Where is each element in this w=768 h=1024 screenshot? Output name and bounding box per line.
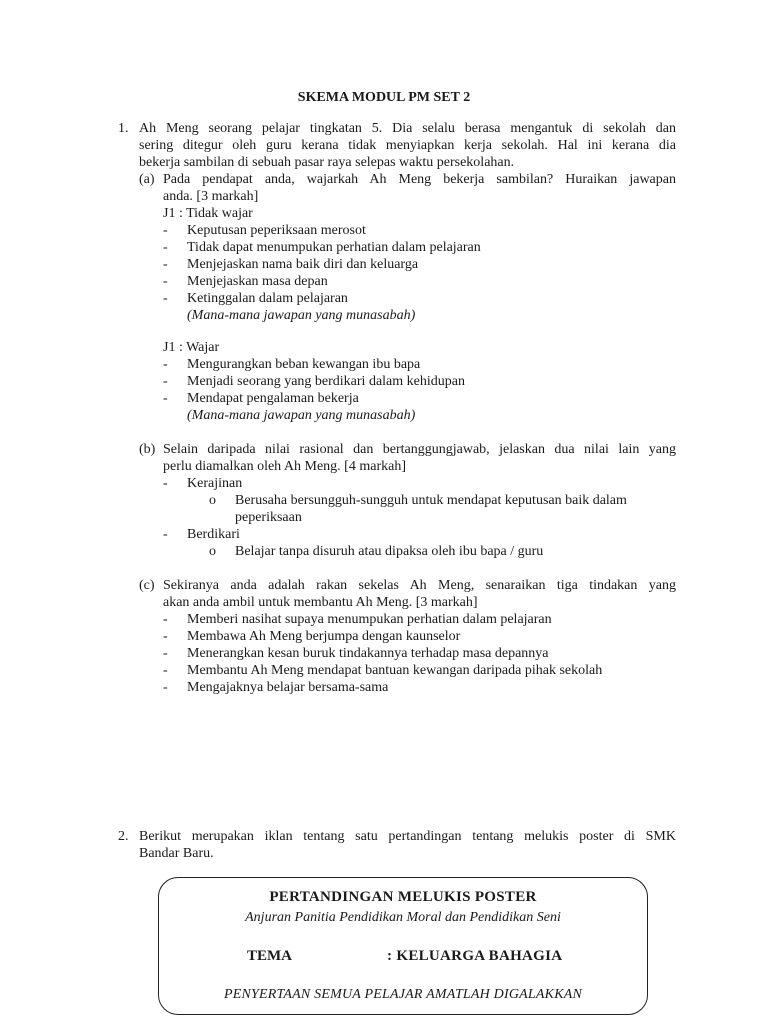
dash-bullet: - [163,223,168,238]
part-b [139,441,676,560]
sub-list-item [209,543,676,560]
answer-note: (Mana-mana jawapan yang munasabah) [187,408,416,423]
answer-tidak-wajar-heading: J1 : Tidak wajar [163,206,253,221]
dash-bullet: - [163,527,168,542]
list-item-text: Mendapat pengalaman bekerja [187,391,359,406]
list-item-text: Berdikari [187,527,240,542]
list-item [163,662,676,679]
page-title: SKEMA MODUL PM SET 2 [297,90,471,105]
question-1-number: 1. [118,121,129,136]
circle-bullet: o [209,493,216,508]
part-a-line: anda. [3 markah] [163,189,259,204]
part-b-question [163,441,676,475]
list-item [163,628,676,645]
poster-theme-value: : KELUARGA BAHAGIA [387,948,563,964]
list-item [163,390,676,407]
part-a-question [163,171,676,205]
list-item [163,222,676,239]
dash-bullet: - [163,612,168,627]
part-c-line: Sekiranya anda adalah rakan sekelas Ah Meng, senaraikan tiga tindakan yang [163,578,676,593]
dash-bullet: - [163,663,168,678]
poster-advert-box [158,877,648,1015]
part-b-label: (b) [139,442,156,457]
dash-bullet: - [163,629,168,644]
part-a [139,171,676,424]
list-item-text: Membantu Ah Meng mendapat bantuan kewangan daripada pihak sekolah [187,663,603,678]
list-item-text: Keputusan peperiksaan merosot [187,223,366,238]
dash-bullet: - [163,274,168,289]
list-item-text: Tidak dapat menumpukan perhatian dalam pelajaran [187,240,481,255]
list-item-text: Mengajaknya belajar bersama-sama [187,680,389,695]
dash-bullet: - [163,240,168,255]
question-2-line: Bandar Baru. [139,846,214,861]
list-item-text: Menerangkan kesan buruk tindakannya terhadap masa depannya [187,646,549,661]
dash-bullet: - [163,291,168,306]
part-b-line: Selain daripada nilai rasional dan bertanggungjawab, jelaskan dua nilai lain yang [163,442,676,457]
poster-subtitle: Anjuran Panitia Pendidikan Moral dan Pendidikan Seni [245,910,561,925]
list-item-text: Menjejaskan masa depan [187,274,328,289]
poster-title: PERTANDINGAN MELUKIS POSTER [269,889,537,905]
list-item-text: Memberi nasihat supaya menumpukan perhatian dalam pelajaran [187,612,552,627]
dash-bullet: - [163,257,168,272]
circle-bullet: o [209,544,216,559]
list-item [163,475,676,492]
question-1-line: Ah Meng seorang pelajar tingkatan 5. Dia selalu berasa mengantuk di sekolah dan [139,121,676,136]
list-item-text: Kerajinan [187,476,243,491]
list-item [163,356,676,373]
dash-bullet: - [163,374,168,389]
sub-list-item-text: peperiksaan [235,510,302,525]
list-item [163,526,676,543]
list-item-text: Membawa Ah Meng berjumpa dengan kaunselor [187,629,461,644]
question-2 [118,828,676,862]
list-item [163,645,676,662]
sub-list-item [209,492,676,526]
question-2-number: 2. [118,829,129,844]
question-1-line: bekerja sambilan di sebuah pasar raya selepas waktu persekolahan. [139,155,515,170]
list-item-text: Mengurangkan beban kewangan ibu bapa [187,357,421,372]
question-1 [118,120,676,696]
dash-bullet: - [163,680,168,695]
part-a-line: Pada pendapat anda, wajarkah Ah Meng bekerja sambilan? Huraikan jawapan [163,172,676,187]
poster-theme-label: TEMA [247,948,292,964]
question-2-stem [139,828,676,862]
dash-bullet: - [163,646,168,661]
sub-list-item-text: Berusaha bersungguh-sungguh untuk mendapat keputusan baik dalam [235,493,627,508]
list-item [163,256,676,273]
sub-list-item-text: Belajar tanpa disuruh atau dipaksa oleh ibu bapa / guru [235,544,544,559]
question-1-line: sering ditegur oleh guru kerana tidak menyiapkan kerja sekolah. Hal ini kerana dia [139,138,676,153]
list-item-text: Ketinggalan dalam pelajaran [187,291,348,306]
list-item [163,611,676,628]
answer-note: (Mana-mana jawapan yang munasabah) [187,308,416,323]
dash-bullet: - [163,357,168,372]
part-a-label: (a) [139,172,155,187]
list-item [163,290,676,307]
dash-bullet: - [163,391,168,406]
part-c-line: akan anda ambil untuk membantu Ah Meng. [3 markah] [163,595,478,610]
answer-wajar-heading: J1 : Wajar [163,340,220,355]
dash-bullet: - [163,476,168,491]
question-1-stem [139,120,676,171]
part-c-question [163,577,676,611]
part-b-line: perlu diamalkan oleh Ah Meng. [4 markah] [163,459,406,474]
list-item [163,679,676,696]
list-item [163,273,676,290]
part-c-label: (c) [139,578,155,593]
part-c [139,577,676,696]
list-item [163,373,676,390]
question-2-line: Berikut merupakan iklan tentang satu pertandingan tentang melukis poster di SMK [139,829,676,844]
poster-footer: PENYERTAAN SEMUA PELAJAR AMATLAH DIGALAKKAN [223,987,583,1002]
list-item [163,239,676,256]
list-item-text: Menjadi seorang yang berdikari dalam kehidupan [187,374,465,389]
list-item-text: Menjejaskan nama baik diri dan keluarga [187,257,419,272]
